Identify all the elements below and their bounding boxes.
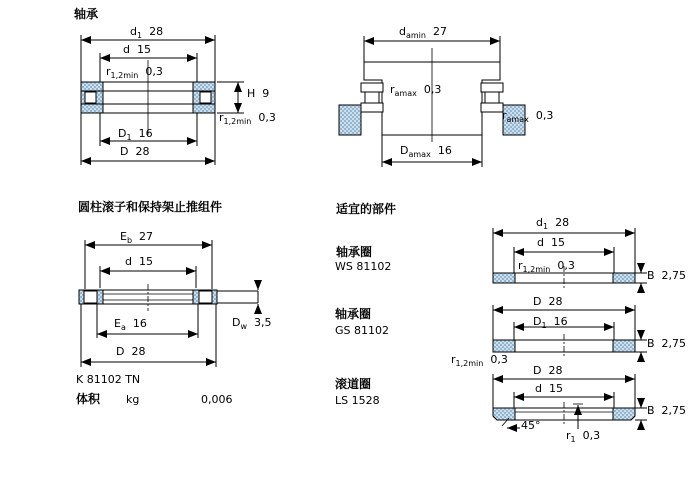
dim-label-ws-d: d 15 xyxy=(537,236,565,249)
dim-label-assembly-d: d 15 xyxy=(125,255,153,268)
dim-label-ws-d1: $d_1$ 28 xyxy=(536,216,570,231)
dim-label-gs-r12: $r_{1,2min}$ 0,3 xyxy=(451,353,508,368)
mass-value: 0,006 xyxy=(201,393,233,406)
dim-label-d: d 15 xyxy=(123,43,151,56)
dim-label-ramax-right: $r_{amax}$ 0,3 xyxy=(502,109,554,124)
dim-label-damin: $d_{amin}$ 27 xyxy=(399,25,447,40)
dim-label-assembly-D: D 28 xyxy=(116,345,146,358)
dim-label-ls-B: B 2,75 xyxy=(647,404,687,417)
dim-label-ls-d: d 15 xyxy=(535,382,563,395)
assembly-designation: K 81102 TN xyxy=(76,373,141,386)
suitable-item-2-designation: GS 81102 xyxy=(335,324,389,337)
mass-unit: kg xyxy=(126,393,140,406)
dim-label-Ea: $E_a$ 16 xyxy=(114,317,147,332)
suitable-item-3-type: 滚道圈 xyxy=(335,377,372,391)
dim-label-r12-top: $r_{1,2min}$ 0,3 xyxy=(106,65,163,80)
dim-label-Eb: $E_b$ 27 xyxy=(120,230,154,245)
dim-label-Dw: $D_w$ 3,5 xyxy=(232,316,272,331)
dim-label-ws-B: B 2,75 xyxy=(647,269,687,282)
dim-label-Damax: $D_{amax}$ 16 xyxy=(400,144,452,159)
dim-label-gs-D: D 28 xyxy=(533,295,563,308)
dim-label-ls-r1: $r_1$ 0,3 xyxy=(566,429,601,444)
dim-label-r12-bottom: $r_{1,2min}$ 0,3 xyxy=(219,111,276,126)
suitable-item-1-designation: WS 81102 xyxy=(335,260,392,273)
gs-washer-drawing xyxy=(493,305,647,362)
dim-label-gs-D1: $D_1$ 16 xyxy=(533,315,568,330)
dim-label-ws-r12: $r_{1,2min}$ 0,3 xyxy=(518,259,575,274)
dim-label-gs-B: B 2,75 xyxy=(647,337,687,350)
bearing-section-title: 轴承 xyxy=(74,7,99,21)
suitable-item-1-type: 轴承圈 xyxy=(336,245,373,259)
ls-washer-drawing xyxy=(493,374,647,430)
suitable-item-2-type: 轴承圈 xyxy=(335,307,372,321)
dim-label-ls-chamfer-angle: 45° xyxy=(521,419,541,432)
suitable-item-3-designation: LS 1528 xyxy=(335,394,380,407)
dim-label-D1: $D_1$ 16 xyxy=(118,127,153,142)
dim-label-H: H 9 xyxy=(247,87,270,100)
dim-label-ls-D: D 28 xyxy=(533,364,563,377)
dim-label-d1: $d_1$ 28 xyxy=(130,25,164,40)
assembly-section-title: 圆柱滚子和保持架止推组件 xyxy=(78,200,223,214)
suitable-parts-title: 适宜的部件 xyxy=(336,202,397,216)
roller-cage-assembly-drawing xyxy=(79,240,258,367)
mass-label: 体积 xyxy=(76,392,101,406)
dim-label-ramax-center: $r_{amax}$ 0,3 xyxy=(390,83,442,98)
bearing-cross-section-drawing xyxy=(81,35,244,165)
dim-label-D: D 28 xyxy=(120,145,150,158)
